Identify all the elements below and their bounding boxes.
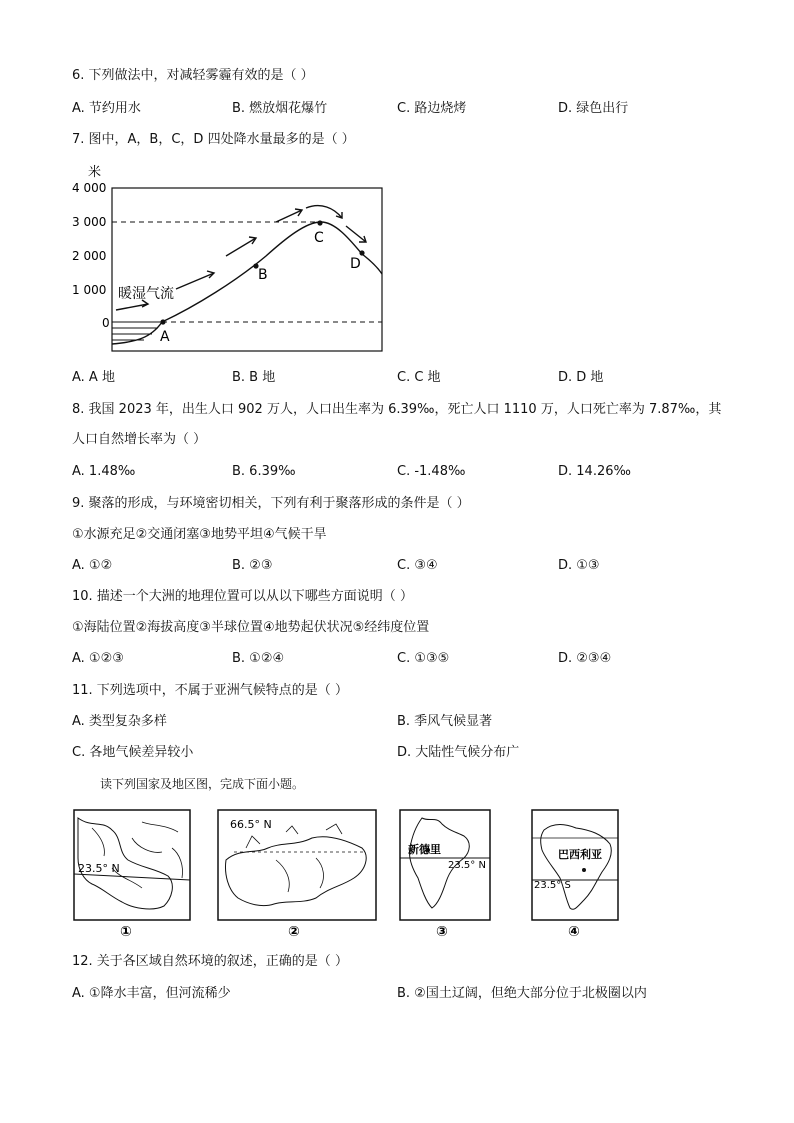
q11-option-c: C. 各地气候差异较小 [72, 745, 194, 760]
q11-option-b: B. 季风气候显著 [397, 714, 493, 729]
map-4 [530, 808, 622, 938]
y-tick: 0 [102, 316, 110, 330]
q7-option-d: D. D 地 [558, 370, 604, 385]
point-a-label: A [160, 329, 170, 345]
point-b-label: B [258, 267, 268, 283]
map-1 [72, 808, 194, 938]
q11-option-a: A. 类型复杂多样 [72, 714, 167, 729]
map-2-number: ② [288, 924, 300, 938]
q6-option-d: D. 绿色出行 [558, 101, 629, 116]
q12-stem: 12. 关于各区域自然环境的叙述，正确的是（ ） [72, 954, 348, 969]
q10-stem: 10. 描述一个大洲的地理位置可以从以下哪些方面说明（ ） [72, 589, 413, 604]
q8-option-a: A. 1.48‰ [72, 464, 136, 479]
q9-option-d: D. ①③ [558, 558, 600, 573]
q7-option-c: C. C 地 [397, 370, 441, 385]
q10-conditions: ①海陆位置②海拔高度③半球位置④地势起伏状况⑤经纬度位置 [72, 620, 430, 635]
point-d-label: D [350, 256, 361, 272]
q9-stem: 9. 聚落的形成，与环境密切相关，下列有利于聚落形成的条件是（ ） [72, 496, 470, 511]
map-1-label: 23.5° N [78, 862, 120, 875]
map-4-number: ④ [568, 924, 580, 938]
q9-option-b: B. ②③ [232, 558, 273, 573]
q11-stem: 11. 下列选项中，不属于亚洲气候特点的是（ ） [72, 683, 348, 698]
q10-option-c: C. ①③⑤ [397, 651, 450, 666]
map-2-label: 66.5° N [230, 818, 272, 831]
map-1-number: ① [120, 924, 132, 938]
y-tick: 4 000 [72, 181, 107, 195]
q9-conditions: ①水源充足②交通闭塞③地势平坦④气候干旱 [72, 527, 327, 542]
map-3-label-lat: 23.5° N [448, 860, 486, 871]
q10-option-b: B. ①②④ [232, 651, 285, 666]
map-3-number: ③ [436, 924, 448, 938]
q9-option-a: A. ①② [72, 558, 113, 573]
q10-option-d: D. ②③④ [558, 651, 612, 666]
q6-option-b: B. 燃放烟花爆竹 [232, 101, 328, 116]
airflow-label: 暖湿气流 [118, 286, 174, 302]
q11-option-d: D. 大陆性气候分布广 [397, 745, 520, 760]
y-unit-label: 米 [88, 165, 102, 180]
map-4-label-city: 巴西利亚 [558, 848, 602, 861]
y-tick: 1 000 [72, 283, 107, 297]
q9-option-c: C. ③④ [397, 558, 438, 573]
q8-option-b: B. 6.39‰ [232, 464, 296, 479]
map-4-label-lat: 23.5° S [534, 880, 571, 891]
map-3-label-city: 新德里 [408, 843, 441, 856]
y-tick: 2 000 [72, 249, 107, 263]
q7-option-b: B. B 地 [232, 370, 276, 385]
q8-option-c: C. -1.48‰ [397, 464, 466, 479]
map-3 [398, 808, 494, 938]
q6-stem: 6. 下列做法中，对减轻雾霾有效的是（ ） [72, 68, 314, 83]
q7-stem: 7. 图中，A，B，C，D 四处降水量最多的是（ ） [72, 132, 355, 147]
q7-option-a: A. A 地 [72, 370, 115, 385]
q7-elevation-chart [66, 156, 396, 356]
point-c-label: C [314, 230, 324, 246]
q6-option-a: A. 节约用水 [72, 101, 141, 116]
map-2 [216, 808, 380, 938]
y-tick: 3 000 [72, 215, 107, 229]
q8-stem-line1: 8. 我国 2023 年，出生人口 902 万人，人口出生率为 6.39‰，死亡人口 1110 万，人口死亡率为 7.87‰，其 [72, 402, 722, 417]
q12-option-a: A. ①降水丰富，但河流稀少 [72, 986, 231, 1001]
q8-option-d: D. 14.26‰ [558, 464, 631, 479]
q6-option-c: C. 路边烧烤 [397, 101, 467, 116]
q8-stem-line2: 人口自然增长率为（ ） [72, 432, 207, 447]
q12-option-b: B. ②国土辽阔，但绝大部分位于北极圈以内 [397, 986, 647, 1001]
maps-intro: 读下列国家及地区图，完成下面小题。 [100, 777, 305, 791]
q10-option-a: A. ①②③ [72, 651, 124, 666]
